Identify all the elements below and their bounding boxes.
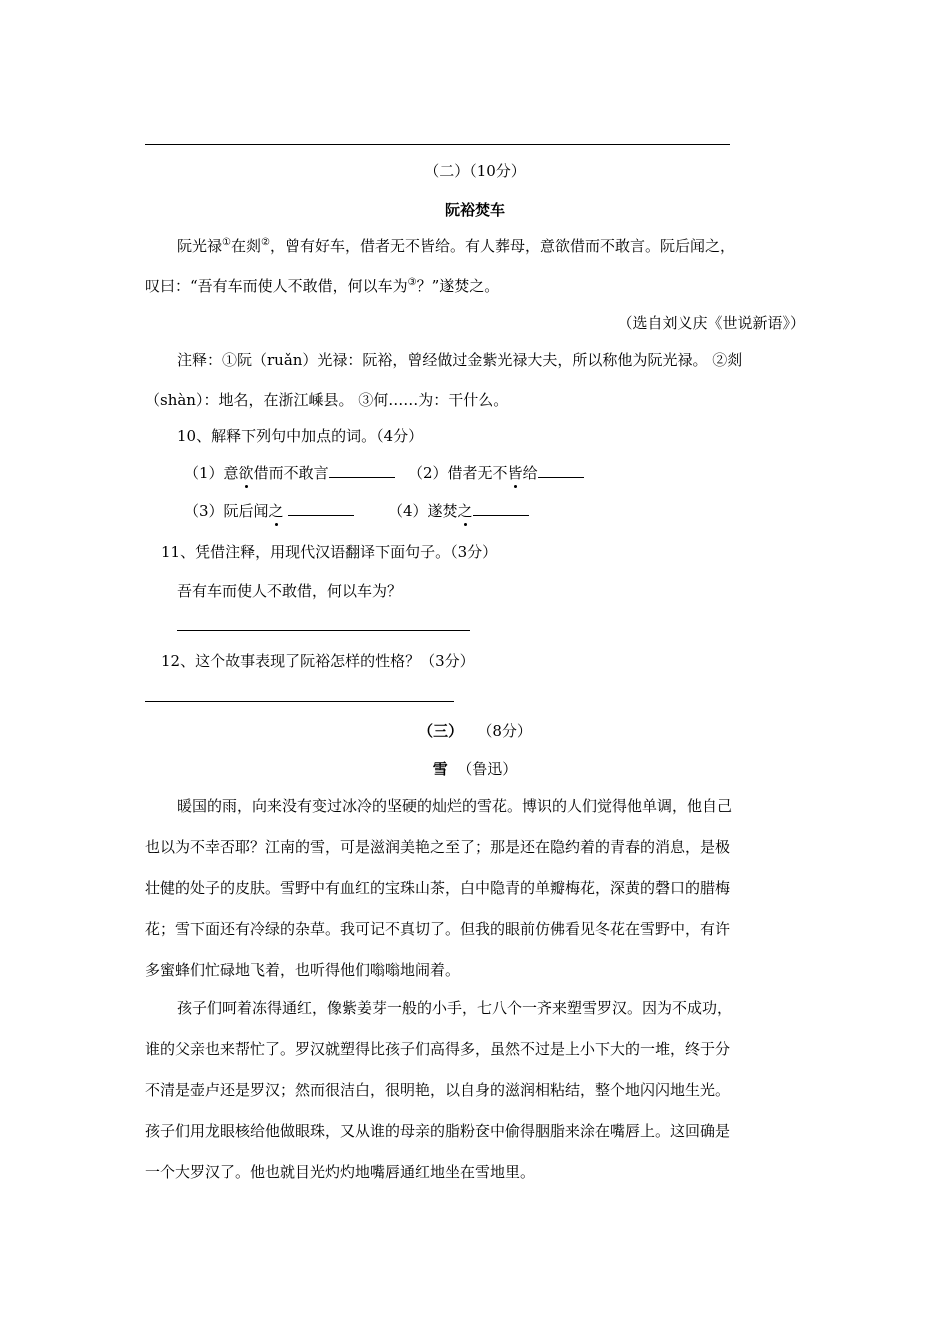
p1-line: 暖国的雨，向来没有变过冰冷的坚硬的灿烂的雪花。博识的人们觉得他单调，他自己: [177, 797, 733, 815]
p2-line: 谁的父亲也来帮忙了。罗汉就塑得比孩子们高得多，虽然不过是上小下大的一堆，终于分: [145, 1040, 731, 1058]
answer-blank[interactable]: [329, 462, 395, 478]
section3-title-line: [145, 758, 805, 779]
question-10-item3: [184, 500, 354, 521]
p1-line: 壮健的处子的皮肤。雪野中有血红的宝珠山茶，白中隐青的单瓣梅花，深黄的磬口的腊梅: [145, 879, 731, 897]
section3-header: [145, 720, 805, 741]
para2-text-a: 叹曰：“吾有车而使人不敢借，何以车为: [145, 277, 408, 295]
section2-para-line2: [145, 275, 499, 296]
section2-title: 阮裕焚车: [444, 201, 505, 219]
question-11-sentence: 吾有车而使人不敢借，何以车为？: [177, 582, 403, 600]
answer-blank[interactable]: [473, 500, 529, 516]
answer-blank[interactable]: [288, 500, 354, 516]
para2-text-b: ？”遂焚之。: [416, 277, 500, 295]
dotted-word: 欲: [238, 464, 254, 482]
section3-header-label: （三）: [418, 722, 464, 740]
q10-2-prefix: （2）借者无不: [408, 464, 508, 482]
p2-line: 孩子们用龙眼核给他做眼珠，又从谁的母亲的脂粉奁中偷得胭脂来涂在嘴唇上。这回确是: [145, 1122, 731, 1140]
para1-text-b: 在剡: [230, 237, 261, 255]
dotted-word: 皆: [507, 464, 523, 482]
para1-text-c: ，曾有好车，借者无不皆给。有人葬母，意欲借而不敢言。阮后闻之，: [269, 237, 735, 255]
question-10-item2: [408, 462, 584, 483]
question-11: 11、凭借注释，用现代汉语翻译下面句子。（3分）: [161, 543, 498, 561]
q10-2-suffix: 给: [522, 464, 538, 482]
p2-line: 不清是壶卢还是罗汉；然而很洁白，很明艳，以自身的滋润相粘结，整个地闪闪地生光。: [145, 1081, 731, 1099]
footnote-ref-3: ③: [407, 277, 417, 288]
question-10: 10、解释下列句中加点的词。（4分）: [177, 427, 424, 445]
source-citation: （选自刘义庆《世说新语》）: [617, 314, 805, 332]
note-line1: 注释：①阮（ruǎn）光禄：阮裕，曾经做过金紫光禄大夫，所以称他为阮光禄。 ②剡: [177, 351, 743, 369]
q10-1-suffix: 借而不敢言: [253, 464, 329, 482]
note-line2: （shàn）：地名，在浙江嵊县。 ③何……为：干什么。: [145, 391, 509, 409]
p2-line: 一个大罗汉了。他也就目光灼灼地嘴唇通红地坐在雪地里。: [145, 1163, 536, 1181]
q10-3-prefix: （3）阮后闻: [184, 502, 269, 520]
answer-blank[interactable]: [538, 462, 584, 478]
footnote-ref-2: ②: [261, 237, 270, 248]
question-11-answer-line[interactable]: [177, 630, 470, 631]
question-12: 12、这个故事表现了阮裕怎样的性格？（3分）: [161, 652, 475, 670]
section2-para-line1: [177, 235, 735, 256]
p1-line: 多蜜蜂们忙碌地飞着，也听得他们嗡嗡地闹着。: [145, 961, 461, 979]
dotted-word: 之: [268, 502, 284, 520]
top-divider: [145, 144, 730, 145]
para1-text-a: 阮光禄: [177, 237, 223, 255]
question-10-item4: [388, 500, 529, 521]
question-12-answer-line[interactable]: [145, 701, 454, 702]
section3-title: 雪: [432, 760, 448, 778]
q10-1-prefix: （1）意: [184, 464, 239, 482]
section3-header-score: （8分）: [477, 722, 532, 740]
dotted-word: 之: [457, 502, 473, 520]
footnote-ref-1: ①: [222, 237, 231, 248]
question-10-item1: [184, 462, 395, 483]
section3-author: （鲁迅）: [457, 760, 518, 778]
p2-line: 孩子们呵着冻得通红，像紫姜芽一般的小手，七八个一齐来塑雪罗汉。因为不成功，: [177, 999, 733, 1017]
q10-4-prefix: （4）遂焚: [388, 502, 458, 520]
section2-header: （二）（10分）: [424, 162, 526, 180]
p1-line: 花；雪下面还有冷绿的杂草。我可记不真切了。但我的眼前仿佛看见冬花在雪野中，有许: [145, 920, 731, 938]
p1-line: 也以为不幸否耶？江南的雪，可是滋润美艳之至了；那是还在隐约着的青春的消息，是极: [145, 838, 731, 856]
